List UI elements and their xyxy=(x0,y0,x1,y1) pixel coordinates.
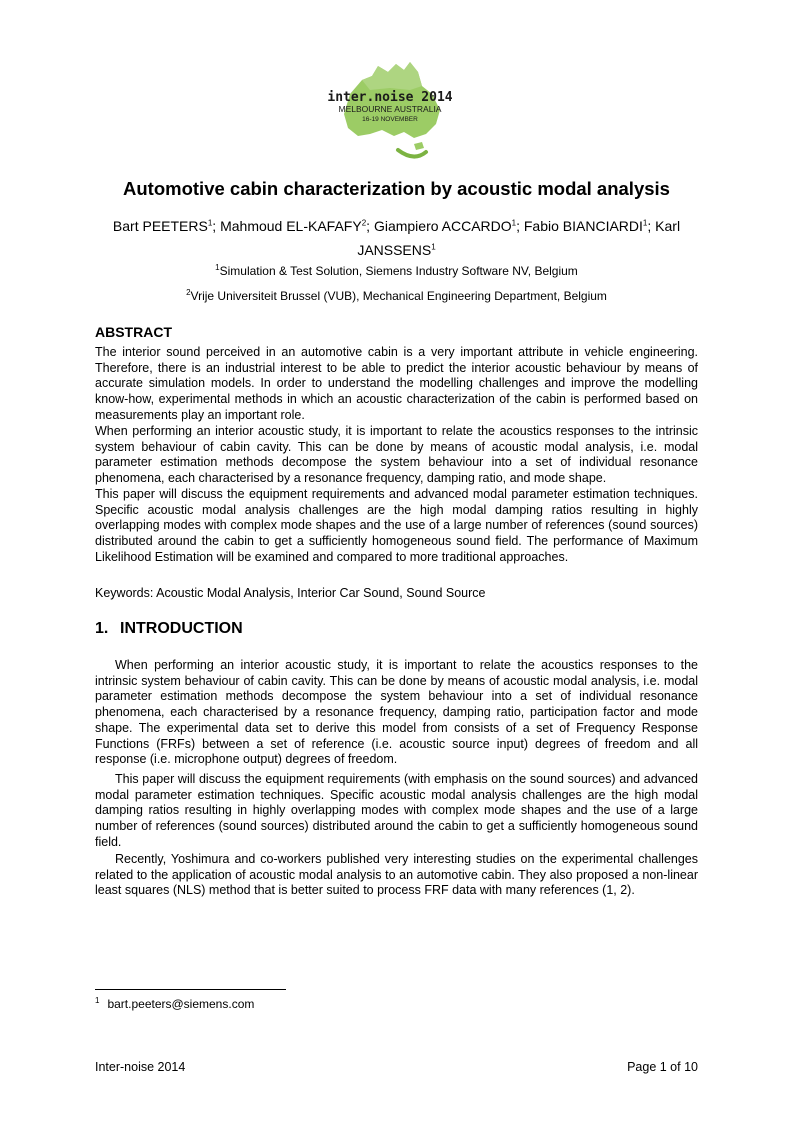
abstract-heading: ABSTRACT xyxy=(95,324,172,340)
affiliation-mark: 1 xyxy=(215,263,220,272)
logo-line-1: inter.noise 2014 xyxy=(327,90,453,105)
author-affiliation-mark: 1 xyxy=(642,218,648,228)
affiliation-text: Vrije Universiteit Brussel (VUB), Mechanical Engineering Department, Belgium xyxy=(190,289,607,303)
affiliation-1 xyxy=(0,264,793,278)
author-name: Karl JANSSENS xyxy=(357,218,681,258)
author-affiliation-mark: 1 xyxy=(431,242,436,252)
intro-paragraph: When performing an interior acoustic study, it is important to relate the acoustics responses to the intrinsic system behaviour of cabin cavity. This can be done by means of acoustic modal analysis, i.e. modal parameter estimation methods decompose the system behaviour into a set of individual resonance phenomena, each characterised by a resonance frequency, damping ratio, participation factor and mode shape. The experimental data set to derive this model from consists of a set of Frequency Response Functions (FRFs) between a set of reference (i.e. acoustic source input) degrees of freedom and all response (i.e. microphone output) degrees of freedom. xyxy=(95,658,698,767)
footer-conference: Inter-noise 2014 xyxy=(95,1060,186,1074)
section-number: 1. xyxy=(95,620,109,637)
logo-line-3: 16-19 NOVEMBER xyxy=(362,116,418,123)
author-affiliation-mark: 1 xyxy=(511,218,517,228)
abstract-paragraph: This paper will discuss the equipment requirements and advanced modal parameter estimation techniques. Specific acoustic modal analysis challenges are the high modal damping ratios resulting in highly overlapping modes with complex mode shapes and the use of a large number of references (sound sources) distributed around the cabin to get a sufficiently homogeneous sound field. The performance of Maximum Likelihood Estimation will be examined and compared to more traditional approaches. xyxy=(95,487,698,564)
australia-map-icon xyxy=(310,50,470,170)
intro-paragraph: This paper will discuss the equipment requirements (with emphasis on the sound sources) and advanced modal parameter estimation techniques. Specific acoustic modal analysis challenges are the high modal damping ratios resulting in highly overlapping modes with complex mode shapes and the use of a large number of references (sound sources) distributed around the cabin to get a sufficiently homogeneous sound field. xyxy=(95,772,698,849)
footnote xyxy=(95,996,254,1011)
paper-title: Automotive cabin characterization by acoustic modal analysis xyxy=(123,178,670,199)
intro-paragraph: Recently, Yoshimura and co-workers published very interesting studies on the experimental challenges related to the application of acoustic modal analysis to an automotive cabin. They also proposed a non-linear least squares (NLS) method that is better suited to process FRF data with many references (1, 2). xyxy=(95,852,698,898)
section-heading xyxy=(95,620,243,638)
affiliation-mark: 2 xyxy=(186,288,191,297)
footnote-divider xyxy=(95,989,286,990)
author-name: Giampiero ACCARDO xyxy=(373,218,512,234)
affiliation-text: Simulation & Test Solution, Siemens Industry Software NV, Belgium xyxy=(219,264,578,278)
author-list: Bart PEETERS$^1$; Mahmoud EL-KAFAFY$^2$; Giampiero ACCARDO$^1$; Fabio BIANCIARDI$^1$; Karl JANSSENS$^1$ xyxy=(112,218,681,258)
author-affiliation-mark: 1 xyxy=(207,218,213,228)
footnote-email[interactable]: bart.peeters@siemens.com xyxy=(107,997,255,1011)
author-name: Fabio BIANCIARDI xyxy=(523,218,643,234)
author-affiliation-mark: 2 xyxy=(361,218,367,228)
page-number: Page 1 of 10 xyxy=(627,1060,698,1074)
footnote-mark: 1 xyxy=(95,996,100,1005)
author-name: Mahmoud EL-KAFAFY xyxy=(220,218,362,234)
abstract-paragraph: When performing an interior acoustic study, it is important to relate the acoustics responses to the intrinsic system behaviour of cabin cavity. This can be done by means of acoustic modal analysis, i.e. modal parameter estimation methods decompose the system behaviour into a set of individual resonance phenomena, each characterised by a resonance frequency, damping ratio, and mode shape. xyxy=(95,424,698,486)
conference-logo xyxy=(310,50,470,170)
section-title: INTRODUCTION xyxy=(120,620,243,637)
author-name: Bart PEETERS xyxy=(112,218,208,234)
logo-line-2: MELBOURNE AUSTRALIA xyxy=(338,104,442,114)
affiliation-2 xyxy=(0,289,793,303)
abstract-paragraph: The interior sound perceived in an automotive cabin is a very important attribute in vehicle engineering. Therefore, there is an industrial interest to be able to predict the interior acoustic behaviour by means of accurate simulation models. In order to understand the modelling challenges and improve the modelling know-how, experimental methods in which an acoustic characterization of the cabin is performed based on measurements play an important role. xyxy=(95,345,698,422)
keywords-line: Keywords: Acoustic Modal Analysis, Interior Car Sound, Sound Source xyxy=(95,586,486,600)
